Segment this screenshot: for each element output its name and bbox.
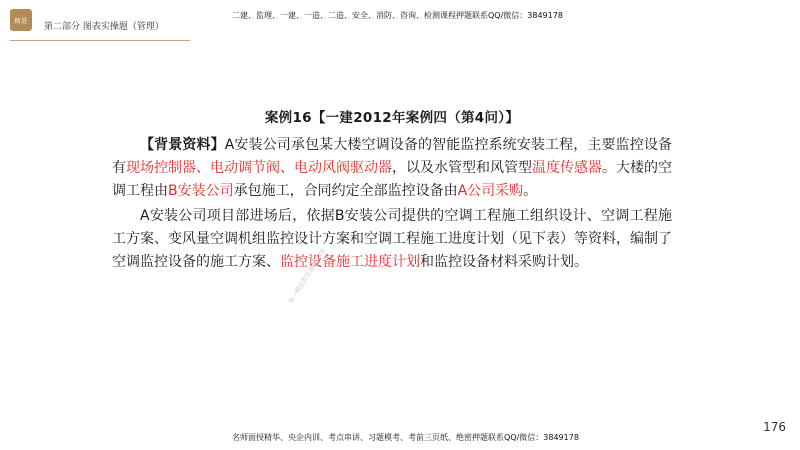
section-label: 第二部分 图表实操题（管理） [44, 22, 164, 32]
text-segment: 承包施工，合同约定全部监控设备由 [233, 183, 458, 199]
case-content [112, 106, 672, 274]
text-segment: 。 [523, 183, 538, 199]
top-contact-banner: 二建、监理、一建、一造、二造、安全、消防、咨询、检测课程押题联系QQ/微信：3849178 [232, 11, 563, 20]
background-label: 【背景资料】 [140, 137, 225, 153]
highlight-schedule: 监控设备施工进度计划 [280, 254, 420, 270]
text-segment: ，以及水管型和风管型 [392, 160, 532, 176]
highlight-devices: 现场控制器、电动调节阀、电动风阀驱动器 [126, 160, 392, 176]
background-paragraph [112, 134, 672, 203]
plan-paragraph [112, 205, 672, 274]
footer-contact-banner: 名师面授精华、央企内训、考点串讲、习题模考、考前三页纸、绝密押题联系QQ/微信：3849178 [232, 433, 579, 442]
case-title: 案例16【一建2012年案例四（第4问）】 [264, 110, 520, 126]
highlight-procurement: A公司采购 [457, 183, 524, 199]
text-segment: A安装公司承包某大楼空调设备的智能监控系统安装工程，主要监控设备有 [112, 137, 672, 176]
watermark: 唯一精进教育3849178 [287, 247, 327, 305]
text-segment: 。大楼的空调工程由 [112, 160, 672, 199]
text-segment: 和监控设备材料采购计划。 [420, 254, 588, 270]
text-segment: A安装公司项目部进场后，依据B安装公司提供的空调工程施工组织设计、空调工程施工方案、变风量空调机组监控设计方案和空调工程施工进度计划（见下表）等资料，编制了空调监控设备的施工方案、 [112, 208, 672, 270]
highlight-contractor-b: B安装公司 [168, 183, 234, 199]
page-number: 176 [763, 420, 786, 434]
brand-logo: 精进 [10, 9, 32, 31]
page-header [0, 0, 800, 44]
highlight-sensors: 温度传感器 [532, 160, 602, 176]
header-divider [10, 40, 190, 41]
